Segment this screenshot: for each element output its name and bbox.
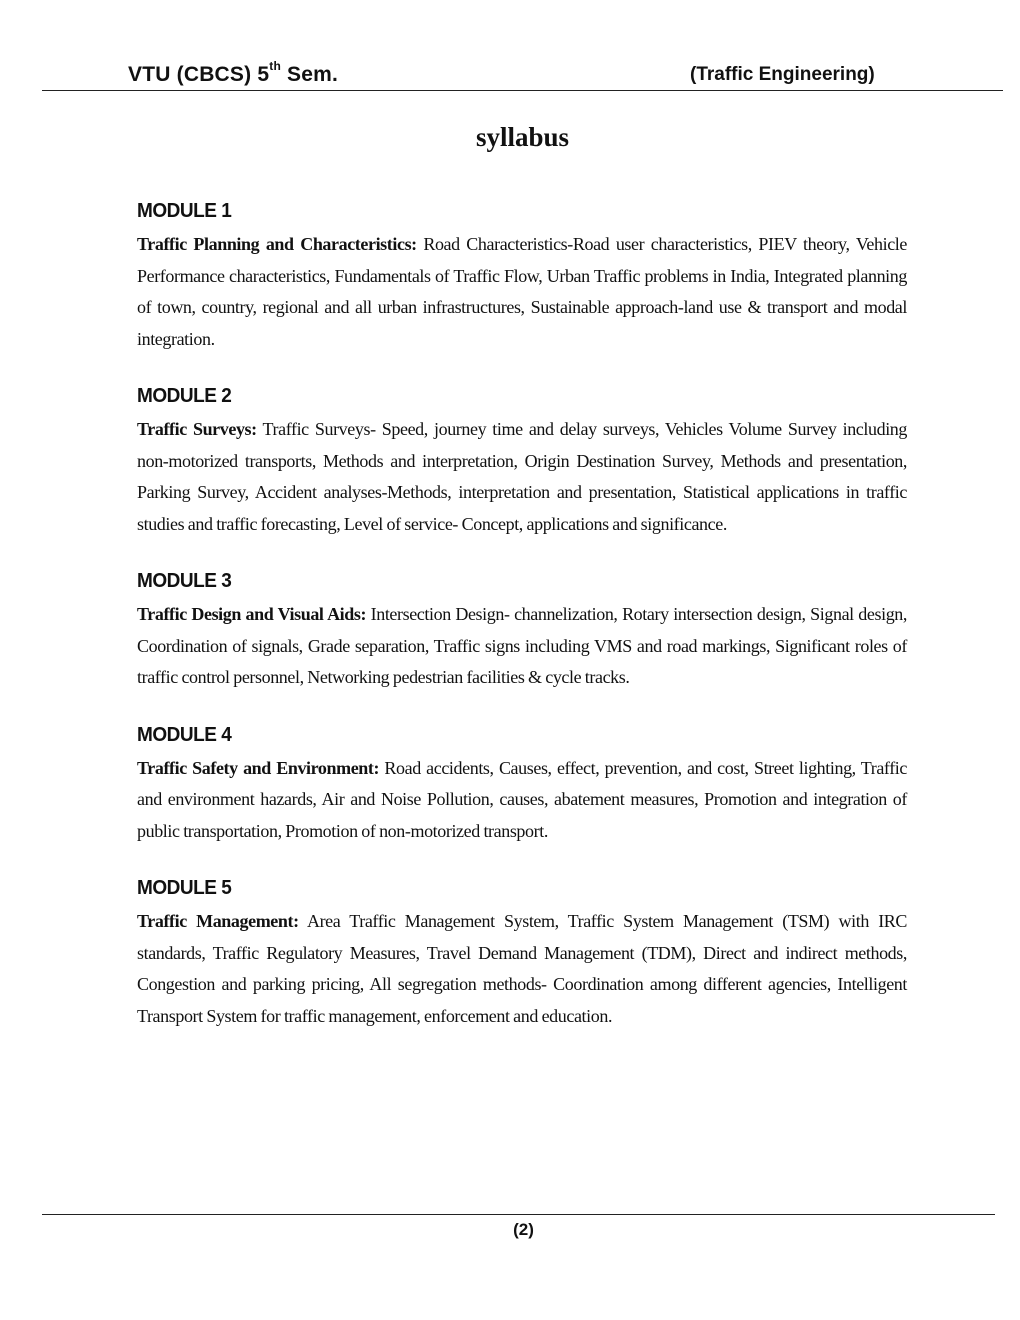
module-heading: MODULE 2 <box>137 385 232 407</box>
module-text: Road accidents, Causes, effect, prevention, and cost, Street lighting, Traffic and environment hazards, Air and Noise Pollution, causes, abatement measures, Promotion and integration of public transportation, Promotion of non-motorized transport. <box>137 757 907 841</box>
module-text: Area Traffic Management System, Traffic System Management (TSM) with IRC standards, Traffic Regulatory Measures, Travel Demand Management (TDM), Direct and indirect methods, Congestion and parking pricing, All segregation methods- Coordination among different agencies, Intelligent Transport System for traffic management, enforcement and education. <box>137 911 907 1026</box>
header-subject-label: (Traffic Engineering) <box>690 64 875 85</box>
module-3 <box>137 570 907 694</box>
footer-divider <box>42 1214 995 1215</box>
module-body <box>137 414 907 540</box>
module-body <box>137 599 907 694</box>
modules-list <box>137 200 907 1062</box>
header-course-label <box>128 59 339 87</box>
module-2 <box>137 385 907 540</box>
module-4 <box>137 724 907 848</box>
header-course-text: VTU (CBCS) 5 <box>128 63 270 86</box>
module-topic: Traffic Surveys: <box>137 419 257 439</box>
module-body <box>137 753 907 848</box>
module-heading: MODULE 4 <box>137 723 232 746</box>
page-title: syllabus <box>475 122 570 152</box>
module-topic: Traffic Management: <box>137 911 299 931</box>
module-text: Road Characteristics-Road user characteristics, PIEV theory, Vehicle Performance characteristics, Fundamentals of Traffic Flow, Urban Traffic problems in India, Integrated planning of town, country, regional and all urban infrastructures, Sustainable approach-land use & transport and modal integration. <box>137 234 907 349</box>
page-header <box>0 0 1020 92</box>
module-heading: MODULE 3 <box>137 570 232 592</box>
module-heading: MODULE 5 <box>137 877 232 899</box>
page-number: (2) <box>513 1220 534 1239</box>
module-text: Traffic Surveys- Speed, journey time and delay surveys, Vehicles Volume Survey including non-motorized transports, Methods and interpretation, Origin Destination Survey, Methods and presentation, Parking Survey, Accident analyses-Methods, interpretation and presentation, Statistical applications in traffic studies and traffic forecasting, Level of service- Concept, applications and significance. <box>137 419 907 534</box>
module-text: Intersection Design- channelization, Rotary intersection design, Signal design, Coordination of signals, Grade separation, Traffic signs including VMS and road markings, Significant roles of traffic control personnel, Networking pedestrian facilities & cycle tracks. <box>137 604 908 687</box>
module-heading: MODULE 1 <box>137 200 232 222</box>
module-topic: Traffic Design and Visual Aids: <box>137 604 367 624</box>
header-divider <box>42 90 1003 91</box>
module-body <box>137 229 907 355</box>
module-topic: Traffic Planning and Characteristics: <box>137 234 417 254</box>
header-course-suffix: Sem. <box>280 63 339 86</box>
module-body <box>137 906 907 1032</box>
header-course-superscript: th <box>269 59 281 73</box>
module-5 <box>137 877 907 1032</box>
module-topic: Traffic Safety and Environment: <box>137 757 380 778</box>
module-1 <box>137 200 907 355</box>
